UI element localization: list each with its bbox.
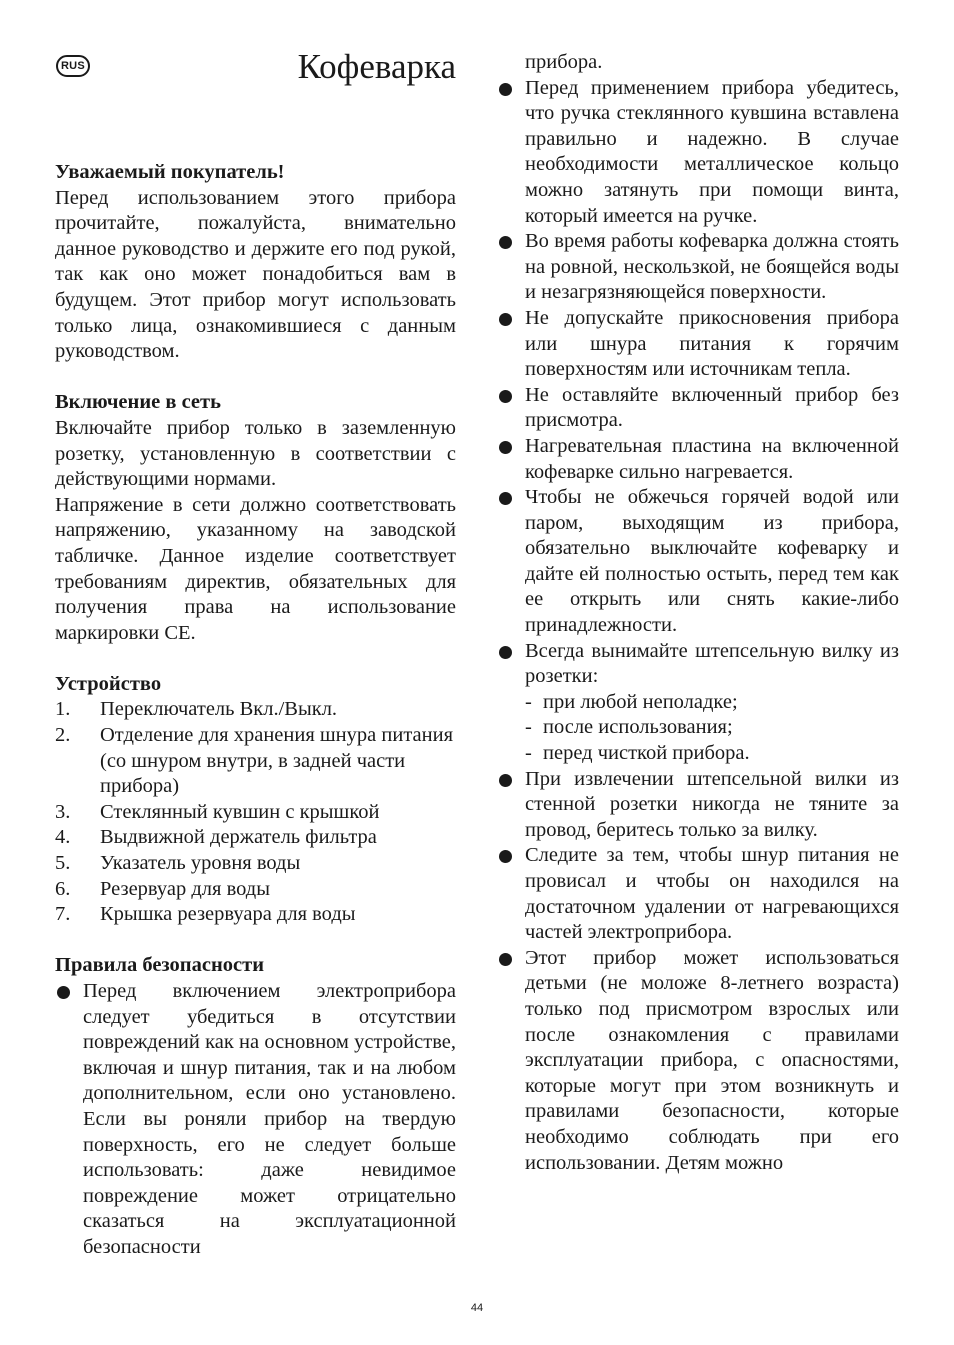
bullet-icon: [499, 492, 512, 505]
list-item: Не оставляйте включенный прибор без присмотра.: [497, 383, 899, 434]
left-column: [55, 160, 456, 1261]
list-item: 7. Крышка резервуара для воды: [55, 903, 356, 926]
safety-list: [55, 979, 456, 1261]
bullet-icon: [499, 646, 512, 659]
list-item: - после использования;: [525, 716, 733, 739]
power-paragraph-1: Включайте прибор только в заземленную розетку, установленную в соответствии с действующими нормами.: [55, 416, 456, 491]
list-item: 1. Переключатель Вкл./Выкл.: [55, 698, 338, 721]
bullet-icon: [499, 390, 512, 403]
list-item: 3. Стеклянный кувшин с крышкой: [55, 800, 380, 823]
list-item: Следите за тем, чтобы шнур питания не провисал и чтобы он находился на достаточном удалении от нагревающихся частей электроприбора.: [497, 843, 899, 945]
greeting-text: Перед использованием этого прибора прочитайте, пожалуйста, внимательно данное руководство и держите его под рукой, так как оно может понадобиться вам в будущем. Этот прибор могут использовать только лица, ознакомившиеся с данным руководством.: [55, 186, 456, 363]
bullet-icon: [499, 83, 512, 96]
unplug-cases-list: [525, 690, 899, 767]
list-item: Всегда вынимайте штепсельную вилку из розетки: - при любой неполадке; - после использования; - перед чисткой прибора.: [497, 639, 899, 767]
list-item: Не допускайте прикосновения прибора или шнура питания к горячим поверхностям или источникам тепла.: [497, 306, 899, 383]
list-item: Чтобы не обжечься горячей водой или паром, выходящим из прибора, обязательно выключайте кофеварку и дайте ей полностью остыть, перед тем как ее открыть или снять какие-либо принадлежности.: [497, 485, 899, 639]
device-parts-list: [55, 697, 456, 927]
bullet-icon: [499, 236, 512, 249]
safety-heading: Правила безопасности: [55, 954, 265, 977]
bullet-icon: [57, 986, 70, 999]
list-item: Перед включением электроприбора следует убедиться в отсутствии повреждений как на основном устройстве, включая и шнур питания, так и на любом дополнительном, если оно установлено. Если вы роняли прибор на твердую поверхность, его не следует больше использовать: даже невидимое повреждение может отрицательно сказаться на эксплуатационной безопасности: [55, 979, 456, 1261]
right-column: [497, 50, 899, 1176]
list-item: 2. Отделение для хранения шнура питания (со шнуром внутри, в задней части прибора): [55, 724, 453, 798]
list-item: Во время работы кофеварка должна стоять на ровной, нескользкой, не боящейся воды и незагрязняющейся поверхности.: [497, 229, 899, 306]
list-item: Перед применением прибора убедитесь, что ручка стеклянного кувшина вставлена правильно и надежно. В случае необходимости металлическое кольцо можно затянуть при помощи винта, который имеется на ручке.: [497, 76, 899, 230]
continuation-text: прибора.: [525, 51, 603, 73]
bullet-icon: [499, 441, 512, 454]
bullet-icon: [499, 313, 512, 326]
greeting-heading: Уважаемый покупатель!: [55, 161, 285, 183]
bullet-icon: [499, 774, 512, 787]
language-badge: RUS: [56, 55, 90, 77]
bullet-icon: [499, 850, 512, 863]
list-item: - при любой неполадке;: [525, 690, 738, 713]
page-number: 44: [470, 1302, 484, 1314]
list-item: Нагревательная пластина на включенной кофеварке сильно нагревается.: [497, 434, 899, 485]
page-title: Кофеварка: [297, 47, 456, 86]
bullet-icon: [499, 953, 512, 966]
list-item: Этот прибор может использоваться детьми (не моложе 8-летнего возраста) только под присмотром взрослых или после ознакомления с правилами эксплуатации прибора, с опасностями, которые могут при этом возникнуть и правилами безопасности, которые необходимо соблюдать при его использовании. Детям можно: [497, 946, 899, 1176]
list-item: При извлечении штепсельной вилки из стенной розетки никогда не тяните за провод, беритесь только за вилку.: [497, 767, 899, 844]
power-paragraph-2: Напряжение в сети должно соответствовать напряжению, указанному на заводской табличке. Данное изделие соответствует требованиям директив, обязательных для получения права на использование маркировки CE.: [55, 493, 456, 644]
list-item: - перед чисткой прибора.: [525, 742, 750, 765]
safety-list-continued: [497, 76, 899, 1177]
list-item: 5. Указатель уровня воды: [55, 852, 301, 875]
device-heading: Устройство: [55, 672, 162, 695]
list-item: 4. Выдвижной держатель фильтра: [55, 826, 377, 849]
list-item: 6. Резервуар для воды: [55, 877, 270, 900]
power-heading: Включение в сеть: [55, 391, 221, 414]
